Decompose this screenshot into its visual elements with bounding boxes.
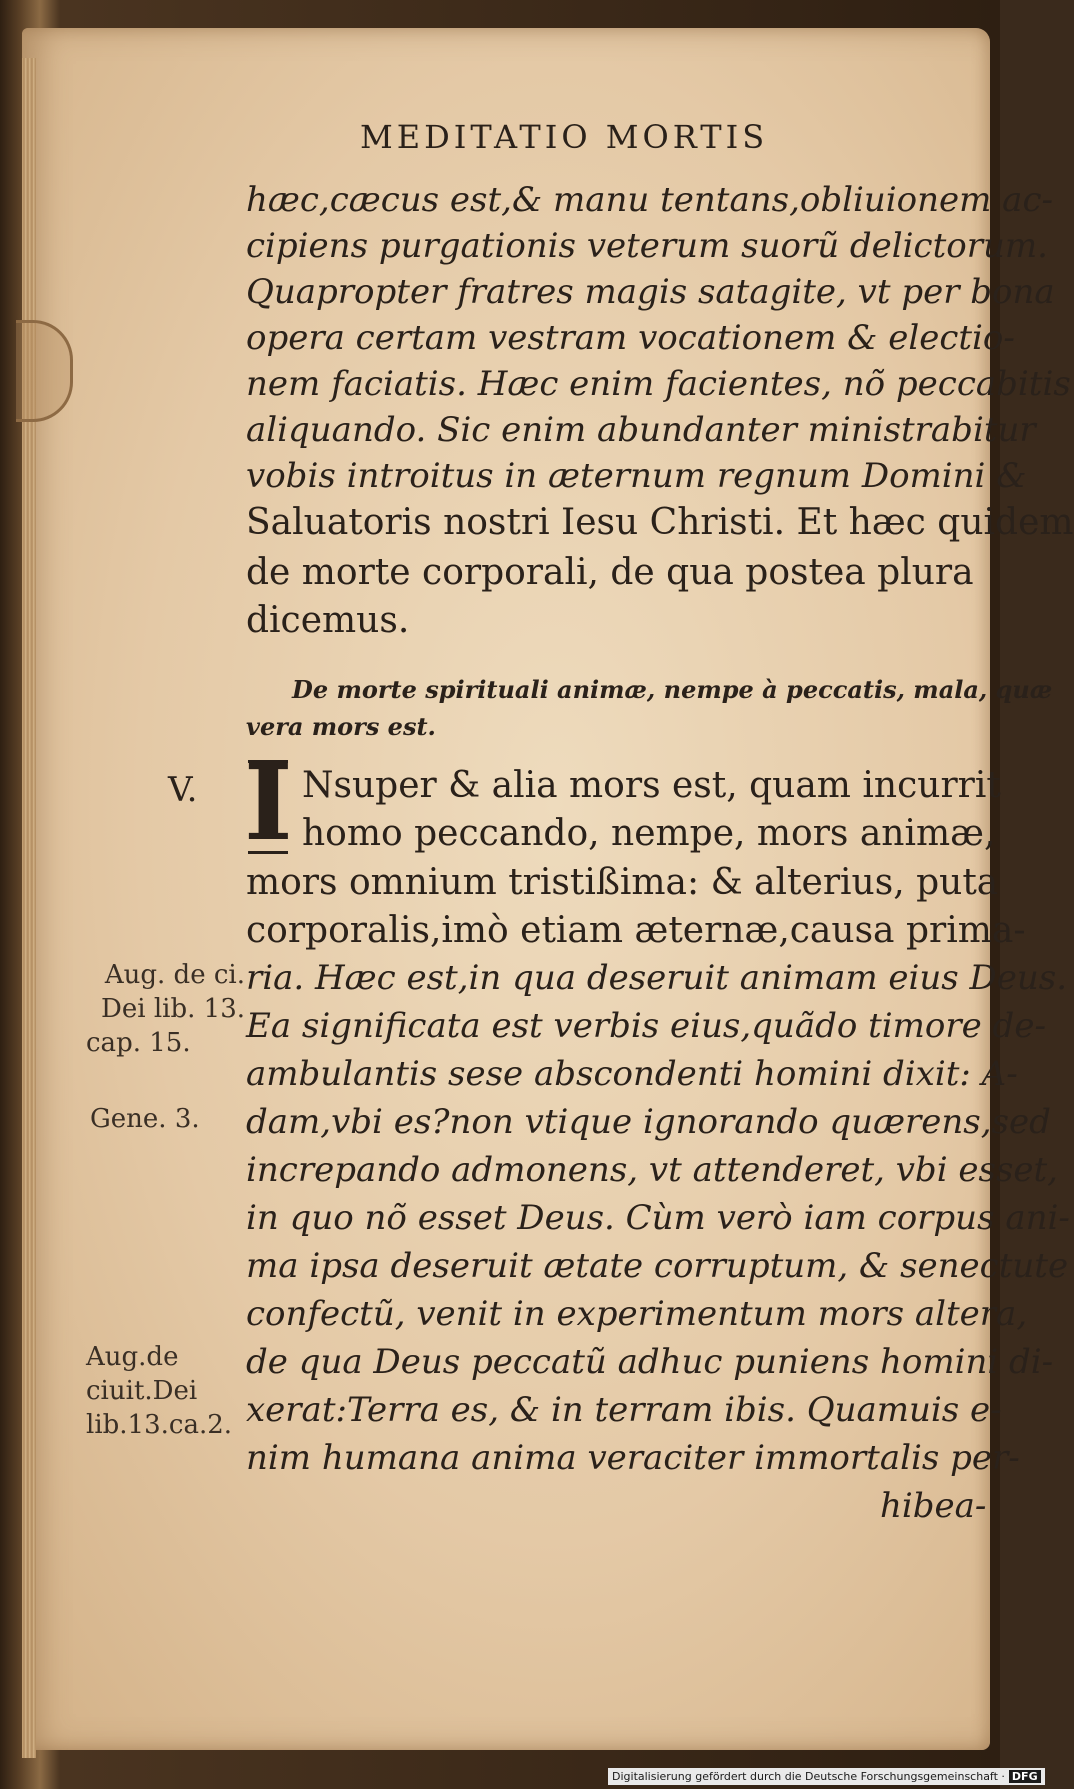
- body-line: vobis introitus in æternum regnum Domini &: [246, 456, 1027, 496]
- body-line: nem faciatis. Hæc enim facientes, nõ peccabitis: [246, 364, 1071, 404]
- drop-cap: I: [244, 741, 293, 864]
- section-line: Nsuper & alia mors est, quam incurrit: [302, 765, 1001, 806]
- body-line: Saluatoris nostri Iesu Christi. Et hæc quidem: [246, 502, 1074, 543]
- margin-note-line: Aug. de ci.: [104, 960, 245, 990]
- margin-note-line: Dei lib. 13.: [101, 994, 245, 1024]
- catchword: hibea-: [880, 1486, 987, 1526]
- margin-note-augustine: [80, 958, 245, 1060]
- margin-note-augustine-2: [80, 1340, 251, 1442]
- book-clasp: [16, 320, 73, 422]
- page-edges: [22, 58, 36, 1758]
- section-line: xerat:Terra es, & in terram ibis. Quamuis e-: [246, 1390, 1002, 1430]
- digitization-credit: [608, 1768, 1045, 1785]
- body-line: de morte corporali, de qua postea plura: [246, 552, 974, 593]
- running-header: MEDITATIO MORTIS: [360, 118, 769, 156]
- body-line: Quapropter fratres magis satagite, vt per bona: [246, 272, 1055, 312]
- margin-note-line: Aug.de: [86, 1342, 179, 1372]
- body-line: dicemus.: [246, 600, 410, 641]
- section-line: de qua Deus peccatũ adhuc puniens homini di-: [246, 1342, 1054, 1382]
- section-line: homo peccando, nempe, mors animæ,: [302, 813, 996, 854]
- body-line: cipiens purgationis veterum suorũ delictorum.: [246, 226, 1048, 266]
- body-line: opera certam vestram vocationem & electio-: [246, 318, 1015, 358]
- margin-note-line: lib.13.ca.2.: [86, 1410, 233, 1440]
- section-line: Ea significata est verbis eius,quãdo timore de-: [246, 1006, 1046, 1046]
- credit-text: Digitalisierung gefördert durch die Deutsche Forschungsgemeinschaft ·: [612, 1770, 1005, 1783]
- margin-note-line: Gene. 3.: [90, 1104, 200, 1134]
- section-line: confectũ, venit in experimentum mors altera,: [246, 1294, 1028, 1334]
- section-line: increpando admonens, vt attenderet, vbi esset,: [246, 1150, 1058, 1190]
- body-line: aliquando. Sic enim abundanter ministrabitur: [246, 410, 1036, 450]
- section-line: in quo nõ esset Deus. Cùm verò iam corpus ani-: [246, 1198, 1070, 1238]
- section-line: corporalis,imò etiam æternæ,causa prima-: [246, 910, 1026, 951]
- margin-note-line: ciuit.Dei: [86, 1376, 198, 1406]
- section-line: mors omnium tristißima: & alterius, puta: [246, 862, 999, 903]
- subheading-line: vera mors est.: [246, 712, 436, 741]
- body-line: hæc,cæcus est,& manu tentans,obliuionem ac-: [246, 180, 1053, 220]
- section-line: ria. Hæc est,in qua deseruit animam eius Deus.: [246, 958, 1068, 998]
- margin-note-genesis: [80, 1102, 255, 1136]
- section-line: nim humana anima veraciter immortalis per-: [246, 1438, 1020, 1478]
- section-line: dam,vbi es?non vtique ignorando quærens,sed: [246, 1102, 1051, 1142]
- section-number: V.: [168, 770, 198, 810]
- dfg-logo: DFG: [1009, 1770, 1041, 1783]
- section-line: ambulantis sese abscondenti homini dixit: A-: [246, 1054, 1018, 1094]
- margin-note-line: cap. 15.: [86, 1028, 191, 1058]
- subheading-line: De morte spirituali animæ, nempe à peccatis, mala, quæ: [292, 675, 1053, 704]
- section-line: ma ipsa deseruit ætate corruptum, & senectute: [246, 1246, 1069, 1286]
